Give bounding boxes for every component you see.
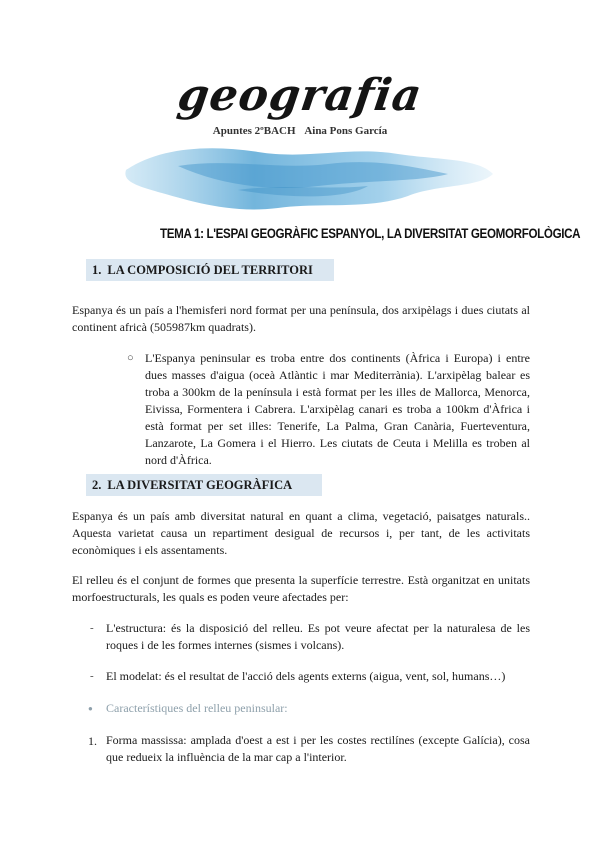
dash-marker: - [90,670,94,682]
section-1-title: LA COMPOSICIÓ DEL TERRITORI [107,263,313,277]
section-1-bullet: L'Espanya peninsular es troba entre dos continents (Àfrica i Europa) i entre dues masses d'aigua (oceà Atlàntic i mar Mediterrània). L'arxipèlag balear es troba a 300km de la península i està format per les illes de Mallorca, Menorca, Eivissa, Formentera i Cabrera. L'arxipèlag canari es troba a 100km d'Àfrica i està format per set illes: Tenerife, La Palma, Gran Canària, Fuerteventura, Lanzarote, La Gomera i el Hierro. Les ciutats de Ceuta i Melilla es troben al nord d'Àfrica. [145,351,530,467]
list-item: L'estructura: és la disposició del relleu. Es pot veure afectat per la naturalesa de les roques i de les formes internes (sismes i volcans). [106,621,530,652]
dash-marker: - [90,622,94,634]
circle-bullet-icon: ○ [127,352,134,364]
course-label: Apuntes 2ºBACH [212,125,296,137]
author-name: Aina Pons García [304,125,388,137]
watercolor-banner [118,140,498,218]
section-1-heading [86,259,334,281]
section-1-number: 1. [92,263,102,277]
section-2-title: LA DIVERSITAT GEOGRÀFICA [107,478,293,492]
numbered-marker: 1. [88,734,97,748]
subheading-relleu: Característiques del relleu peninsular: [106,701,288,715]
list-item: El modelat: és el resultat de l'acció dels agents externs (aigua, vent, sol, humans…) [106,669,506,683]
section-1-intro: Espanya és un país a l'hemisferi nord format per una península, dos arxipèlags i dues ciutats al continent africà (505987km quadrats). [72,303,530,334]
section-2-heading [86,474,322,496]
logo-geografia: geografia [174,70,426,121]
numbered-item: Forma massissa: amplada d'oest a est i per les costes rectilínes (excepte Galícia), cosa que redueix la influència de la mar cap a l'interior. [106,733,530,764]
section-2-number: 2. [92,478,102,492]
section-2-para-2: El relleu és el conjunt de formes que presenta la superfície terrestre. Està organitzat en unitats morfoestructurals, les quals es poden veure afectades per: [72,573,530,604]
section-2-para-1: Espanya és un país amb diversitat natural en quant a clima, vegetació, paisatges naturals.. Aquesta varietat causa un repartiment desigual de recursos i, per tant, de les activitats econòmiques i els assentaments. [72,509,530,557]
dot-bullet-icon: ● [88,704,93,713]
header-subtitle [0,125,600,137]
tema-title: TEMA 1: L'ESPAI GEOGRÀFIC ESPANYOL, LA DIVERSITAT GEOMORFOLÒGICA [160,226,581,241]
